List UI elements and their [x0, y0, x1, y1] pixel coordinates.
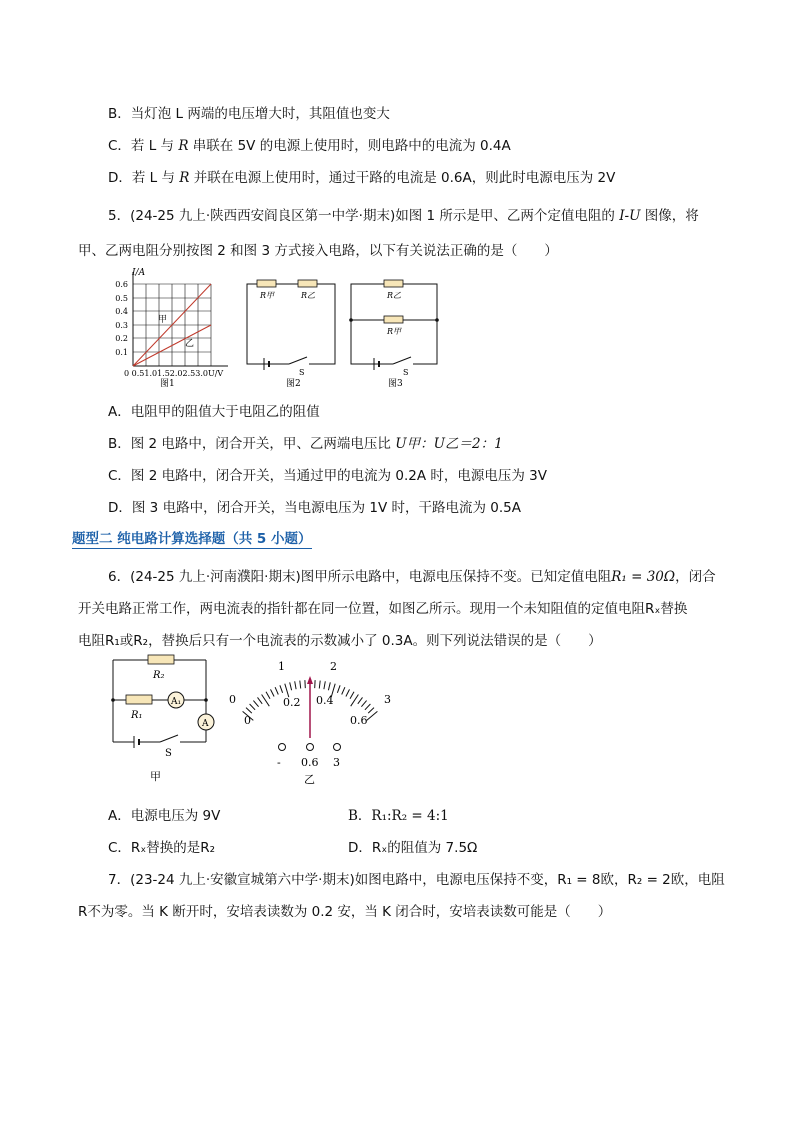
fig1-ytick: 0.4: [115, 307, 128, 316]
terminal-label: 0.6: [301, 756, 319, 769]
dial-tick: [250, 704, 256, 710]
q6-option-d: D．Rₓ的阻值为 7.5Ω: [348, 840, 478, 856]
q6-stem-line3: 电阻R₁或R₂，替换后只有一个电流表的示数减小了 0.3A。则下列说法错误的是（ ）: [78, 633, 602, 649]
fig1-ytick: 0.1: [115, 348, 128, 357]
q6-circuit-jia: [108, 652, 223, 784]
terminal-label: -: [277, 756, 281, 769]
fig2-label-r1: R甲: [260, 291, 275, 300]
dial-tick: [346, 689, 350, 696]
fig1-ytick: 0.2: [115, 334, 128, 343]
q6-option-b: B．R₁:R₂ = 4:1: [348, 808, 449, 824]
q6-resistor-r2: [148, 655, 174, 664]
fig2-label-r2: R乙: [301, 291, 316, 300]
dial-bottom-label: 0: [244, 714, 251, 727]
dial-tick: [342, 687, 345, 694]
q5-option-c: C．图 2 电路中，闭合开关，当通过甲的电流为 0.2A 时，电源电压为 3V: [108, 468, 547, 484]
fig3-resistor-jia: [384, 316, 403, 323]
dial-tick: [295, 681, 296, 689]
dial-tick: [328, 682, 330, 690]
q6-label-a1: A₁: [171, 697, 182, 707]
fig2-caption: 图2: [286, 379, 301, 388]
q5-fig1-iu-graph: [110, 266, 240, 388]
dial-tick: [290, 682, 292, 690]
fig3-label-r2: R甲: [387, 327, 402, 336]
dial-tick: [368, 708, 374, 714]
q4-option-d: D．若 L 与 R 并联在电源上使用时，通过干路的电流是 0.6A，则此时电源电压为 2V: [108, 170, 616, 186]
dial-tick: [365, 704, 371, 710]
q6-option-a: A．电源电压为 9V: [108, 808, 221, 824]
dial-top-label: 1: [278, 660, 285, 673]
q6-switch: [160, 735, 178, 742]
fig2-resistor-yi: [298, 280, 317, 287]
dial-tick: [253, 701, 258, 707]
terminal-0-6: [307, 744, 314, 751]
dial-tick: [319, 681, 320, 689]
dial-tick: [337, 685, 340, 693]
fig3-resistor-yi: [384, 280, 403, 287]
dial-top-label: 2: [330, 660, 337, 673]
fig1-ytick: 0.5: [115, 294, 128, 303]
dial-tick: [358, 697, 363, 703]
dial-tick: [350, 692, 354, 699]
fig1-caption: 图1: [160, 379, 175, 388]
fig1-ylabel: I/A: [132, 268, 146, 278]
q5-fig2-series-circuit: [244, 278, 344, 388]
q4-option-b: B．当灯泡 L 两端的电压增大时，其阻值也变大: [108, 106, 390, 122]
q5-fig3-parallel-circuit: [348, 278, 448, 388]
dial-top-label: 0: [229, 693, 236, 706]
dial-bottom-label: 0.2: [283, 696, 301, 709]
q6-ammeter-dial: [224, 656, 404, 786]
q6-stem-line1: 6．(24-25 九上·河南濮阳·期末)图甲所示电路中，电源电压保持不变。已知定值电阻R₁ = 30Ω，闭合: [108, 569, 716, 585]
q7-stem-line1: 7．(23-24 九上·安徽宣城第六中学·期末)如图电路中，电源电压保持不变，R₁ = 8欧，R₂ = 2欧，电阻: [108, 872, 725, 888]
dial-tick: [361, 701, 366, 707]
q5-option-a: A．电阻甲的阻值大于电阻乙的阻值: [108, 404, 320, 420]
terminal-label: 3: [333, 756, 340, 769]
q6-resistor-r1: [126, 695, 152, 704]
fig1-label-yi: 乙: [185, 339, 195, 349]
fig2-switch-label: S: [299, 368, 305, 377]
q5-option-d: D．图 3 电路中，闭合开关，当电源电压为 1V 时，干路电流为 0.5A: [108, 500, 521, 516]
q6-label-r2: R₂: [153, 670, 165, 681]
fig2-resistor-jia: [257, 280, 276, 287]
q4-option-c: C．若 L 与 R 串联在 5V 的电源上使用时，则电路中的电流为 0.4A: [108, 138, 511, 154]
fig1-label-jia: 甲: [158, 315, 168, 325]
fig3-caption: 图3: [388, 379, 403, 388]
section-title: 题型二 纯电路计算选择题（共 5 小题）: [72, 527, 312, 549]
dial-tick: [266, 692, 270, 699]
q5-stem-line2: 甲、乙两电阻分别按图 2 和图 3 方式接入电路，以下有关说法正确的是（ ）: [78, 243, 558, 259]
dial-top-label: 3: [384, 693, 391, 706]
q6-stem-line2: 开关电路正常工作，两电流表的指针都在同一位置，如图乙所示。现用一个未知阻值的定值电阻Rₓ替换: [78, 601, 688, 617]
dial-tick: [280, 685, 283, 693]
dial-bottom-label: 0.6: [350, 714, 368, 727]
dial-tick: [246, 708, 252, 714]
q5-stem-line1: 5．(24-25 九上·陕西西安阎良区第一中学·期末)如图 1 所示是甲、乙两个定值电阻的 I-U 图像，将: [108, 208, 699, 224]
fig3-switch-label: S: [403, 368, 409, 377]
dial-tick: [258, 697, 263, 703]
q6-circuit-caption: 甲: [150, 770, 161, 783]
dial-tick: [324, 681, 325, 689]
dial-bottom-label: 0.4: [316, 694, 334, 707]
dial-tick: [300, 681, 301, 689]
q7-stem-line2: R不为零。当 K 断开时，安培表读数为 0.2 安，当 K 闭合时，安培表读数可能是（ ）: [78, 904, 612, 920]
terminal-3: [334, 744, 341, 751]
dial-caption: 乙: [304, 773, 315, 786]
q6-option-c: C．Rₓ替换的是R₂: [108, 840, 216, 856]
terminal-neg: [279, 744, 286, 751]
fig1-ytick: 0.3: [115, 321, 128, 330]
q6-switch-label: S: [165, 748, 172, 759]
fig1-ytick: 0.6: [115, 280, 128, 289]
q6-label-a: A: [202, 719, 209, 729]
fig3-label-r1: R乙: [387, 291, 402, 300]
q6-label-r1: R₁: [131, 710, 143, 721]
q5-option-b: B．图 2 电路中，闭合开关，甲、乙两端电压比 U甲：U乙＝2：1: [108, 436, 503, 452]
fig1-xticks: 0 0.51.01.52.02.53.0U/V: [124, 369, 224, 378]
dial-tick: [275, 687, 278, 694]
dial-tick: [271, 689, 275, 696]
